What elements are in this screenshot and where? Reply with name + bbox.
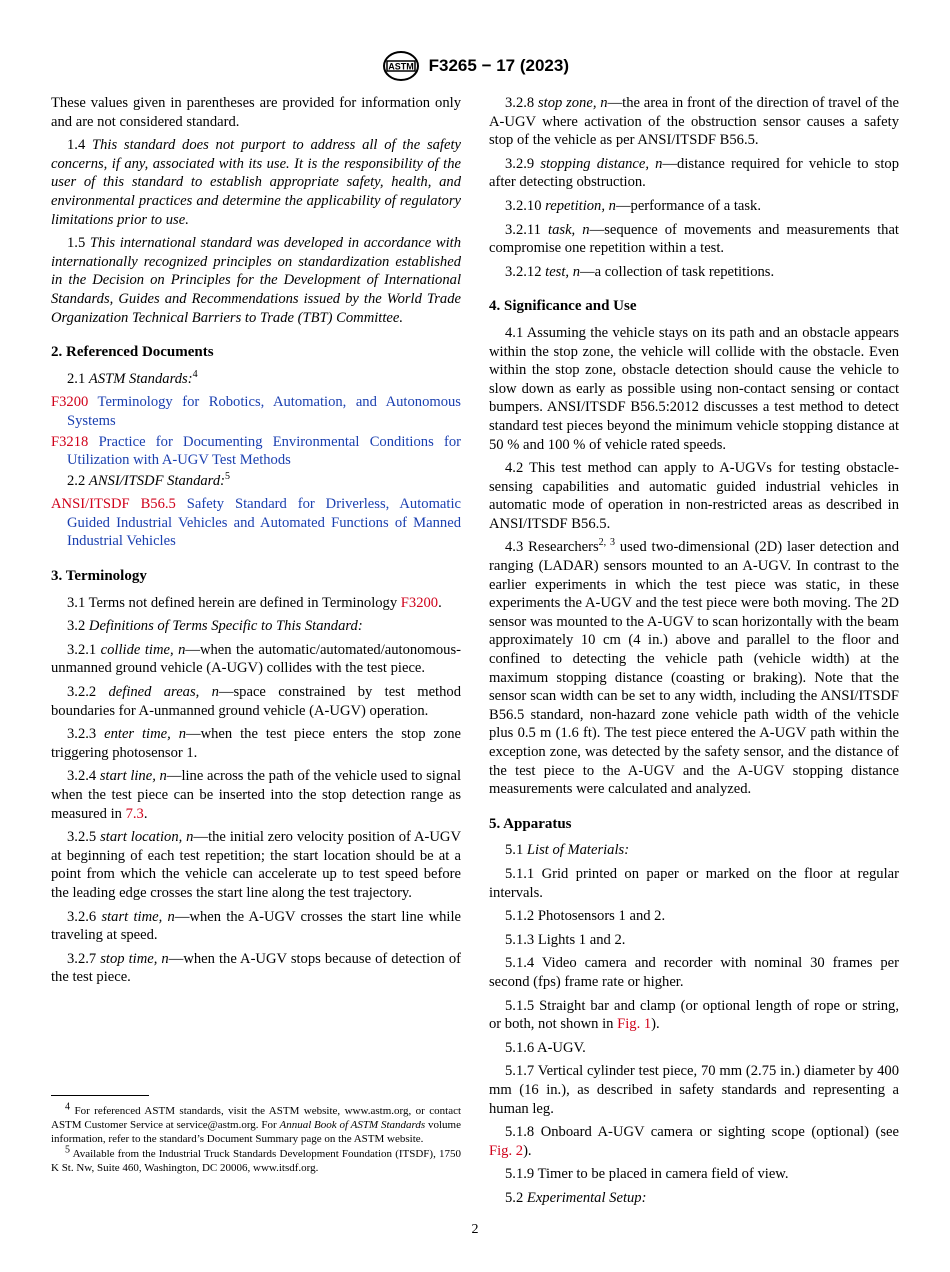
item-5-1-2: 5.1.2 Photosensors 1 and 2. (505, 908, 666, 925)
footnote-divider (51, 1095, 149, 1096)
definition-3-2-4: 3.2.4 start line, n—line across the path of the vehicle used to signal when the test piece can be inserted into the stop detection range as measured in 7.3. (51, 768, 461, 822)
definition-3-2-1: 3.2.1 collide time, n—when the automatic/automated/autonomous-unmanned ground vehicle (A-UGV) collides with the test piece. (51, 641, 461, 677)
link-fig-1[interactable]: Fig. 1 (617, 1016, 652, 1033)
item-5-1-7: 5.1.7 Vertical cylinder test piece, 70 mm (2.75 in.) diameter by 400 mm (16 in.), as described in safety standards and representing a human leg. (489, 1063, 899, 1117)
definition-3-2-6: 3.2.6 start time, n—when the A-UGV crosses the start line while traveling at speed. (51, 908, 461, 944)
reference-f3218[interactable]: F3218 Practice for Documenting Environmental Conditions for Utilization with A-UGV Test Methods (51, 433, 462, 469)
paragraph-intro: These values given in parentheses are provided for information only and are not considered standard. (51, 95, 461, 130)
footnote-5: $^5$ Available from the Industrial Truck Standards Development Foundation (ITSDF), 1750 K St. Nw, Suite 460, Washington, DC 20006, www.itsdf.org. (51, 1144, 461, 1174)
definition-3-2-5: 3.2.5 start location, n—the initial zero velocity position of A-UGV at beginning of each test repetition; the start location should be at a point from which the vehicle can accelerate up to test speed before the leading edge crosses the start line along the test trajectory. (51, 829, 461, 901)
page-header (0, 50, 950, 82)
definition-3-2-11: 3.2.11 task, n—sequence of movements and measurements that compromise one repetition within a test. (489, 221, 899, 257)
heading-apparatus: 5. Apparatus (489, 815, 572, 832)
item-5-1-5: 5.1.5 Straight bar and clamp (or optional length of rope or string, or both, not shown in Fig. 1). (489, 997, 899, 1033)
link-f3200[interactable]: F3200 (400, 594, 439, 611)
item-5-1-4: 5.1.4 Video camera and recorder with nominal 30 frames per second (fps) frame rate or higher. (489, 955, 899, 990)
footnote-4: $^4$ For referenced ASTM standards, visit the ASTM website, www.astm.org, or contact ASTM Customer Service at service@astm.org. For Annual Book of ASTM Standards volume information, refer to the standard’s Document Summary page on the ASTM website. (51, 1101, 462, 1145)
heading-referenced-documents: 2. Referenced Documents (51, 344, 214, 361)
paragraph-2-2: 2.2 ANSI/ITSDF Standard:$^5$ (67, 470, 230, 489)
paragraph-4-1: 4.1 Assuming the vehicle stays on its path and an obstacle appears within the stop zone, the vehicle will collide with the obstacle. Even within the stop zone, obstacle detection should cause the vehicle to slow down as early as possible using non-contact sensing or contact bumpers. ANSI/ITSDF B56.5:2012 discusses a test method to detect standard test pieces beyond the minimum vehicle stopping distance at 50 % and 100 % of vehicle rated speeds. (489, 324, 899, 453)
page-number: 2 (471, 1222, 479, 1237)
paragraph-3-1: 3.1 Terms not defined herein are defined in Terminology F3200. (67, 594, 442, 611)
definition-3-2-7: 3.2.7 stop time, n—when the A-UGV stops because of detection of the test piece. (51, 950, 461, 986)
definition-3-2-2: 3.2.2 defined areas, n—space constrained by test method boundaries for A-unmanned ground vehicle (A-UGV) operation. (51, 684, 461, 719)
document-id: F3265 − 17 (2023) (428, 55, 569, 75)
paragraph-5-1: 5.1 List of Materials: (505, 842, 630, 859)
paragraph-2-1: 2.1 ASTM Standards:$^4$ (67, 368, 198, 387)
item-5-1-6: 5.1.6 A-UGV. (505, 1039, 586, 1056)
paragraph-1-5: 1.5 This international standard was developed in accordance with internationally recognized principles on standardization established in the Decision on Principles for the Development of International Standards, Guides and Recommendations issued by the World Trade Organization Technical Barriers to Trade (TBT) Committee. (51, 235, 462, 326)
paragraph-5-2: 5.2 Experimental Setup: (505, 1189, 647, 1206)
item-5-1-9: 5.1.9 Timer to be placed in camera field of view. (505, 1166, 789, 1183)
reference-f3200[interactable]: F3200 Terminology for Robotics, Automation, and Autonomous Systems (51, 394, 461, 429)
item-5-1-3: 5.1.3 Lights 1 and 2. (505, 931, 626, 948)
link-fig-2[interactable]: Fig. 2 (489, 1142, 524, 1159)
paragraph-4-2: 4.2 This test method can apply to A-UGVs for testing obstacle-sensing capabilities and automatic guided industrial vehicles in automatic mode of operation in non-restricted areas as described in ANSI/ITSDF B56.5. (489, 460, 899, 532)
logo-text: ASTM (388, 61, 414, 72)
definition-3-2-10: 3.2.10 repetition, n—performance of a task. (505, 197, 761, 214)
item-5-1-8: 5.1.8 Onboard A-UGV camera or sighting scope (optional) (see Fig. 2). (489, 1124, 899, 1159)
definition-3-2-12: 3.2.12 test, n—a collection of task repetitions. (505, 263, 775, 280)
astm-logo-icon (381, 50, 421, 82)
paragraph-1-4: 1.4 This standard does not purport to address all of the safety concerns, if any, associated with its use. It is the responsibility of the user of this standard to establish appropriate safety, health, and environmental practices and determine the applicability of regulatory limitations prior to use. (51, 137, 461, 228)
footnotes (51, 1101, 462, 1176)
reference-b56-5[interactable]: ANSI/ITSDF B56.5 Safety Standard for Driverless, Automatic Guided Industrial Vehicles and Automated Functions of Manned Industrial Vehicles (51, 496, 462, 550)
heading-terminology: 3. Terminology (51, 568, 147, 585)
link-7-3[interactable]: 7.3 (125, 805, 144, 822)
right-column (489, 94, 899, 1212)
paragraph-3-2: 3.2 Definitions of Terms Specific to This Standard: (67, 618, 363, 635)
left-column (51, 94, 461, 992)
definition-3-2-8: 3.2.8 stop zone, n—the area in front of the direction of travel of the A-UGV where activation of the obstruction sensor causes a safety stop of the vehicle as per ANSI/ITSDF B56.5. (489, 95, 899, 149)
paragraph-4-3: 4.3 Researchers$^{2, 3}$ used two-dimensional (2D) laser detection and ranging (LADAR) sensors mounted to an A-UGV. In contrast to the earlier experiments in which the test piece was static, in these experiments the A-UGV and the test piece were both moving. The 2D sensor was mounted to the A-UGV to scan horizontally with the beam approximately 10 cm (4 in.) above and parallel to the floor and confined to detecting the vehicle path (vehicle width) at the maximum stopping distance (coasting or braking). Note that the sensor scan width can be set to any width, including the ANSI/ITSDF B56.5 standard, non-hazard zone vehicle path width of the vehicle plus 0.5 m (1.6 ft). The test piece entered the A-UGV path within the exception zone, was detected by the safety sensor, and the distance of the test piece to the A-UGV and the A-UGV stopping distance measurements were calculated and analyzed. (489, 537, 900, 798)
definition-3-2-3: 3.2.3 enter time, n—when the test piece enters the stop zone triggering photosensor 1. (51, 726, 461, 761)
item-5-1-1: 5.1.1 Grid printed on paper or marked on the floor at regular intervals. (489, 865, 899, 901)
definition-3-2-9: 3.2.9 stopping distance, n—distance required for vehicle to stop after detecting obstruction. (489, 155, 899, 191)
heading-significance-and-use: 4. Significance and Use (489, 298, 637, 315)
